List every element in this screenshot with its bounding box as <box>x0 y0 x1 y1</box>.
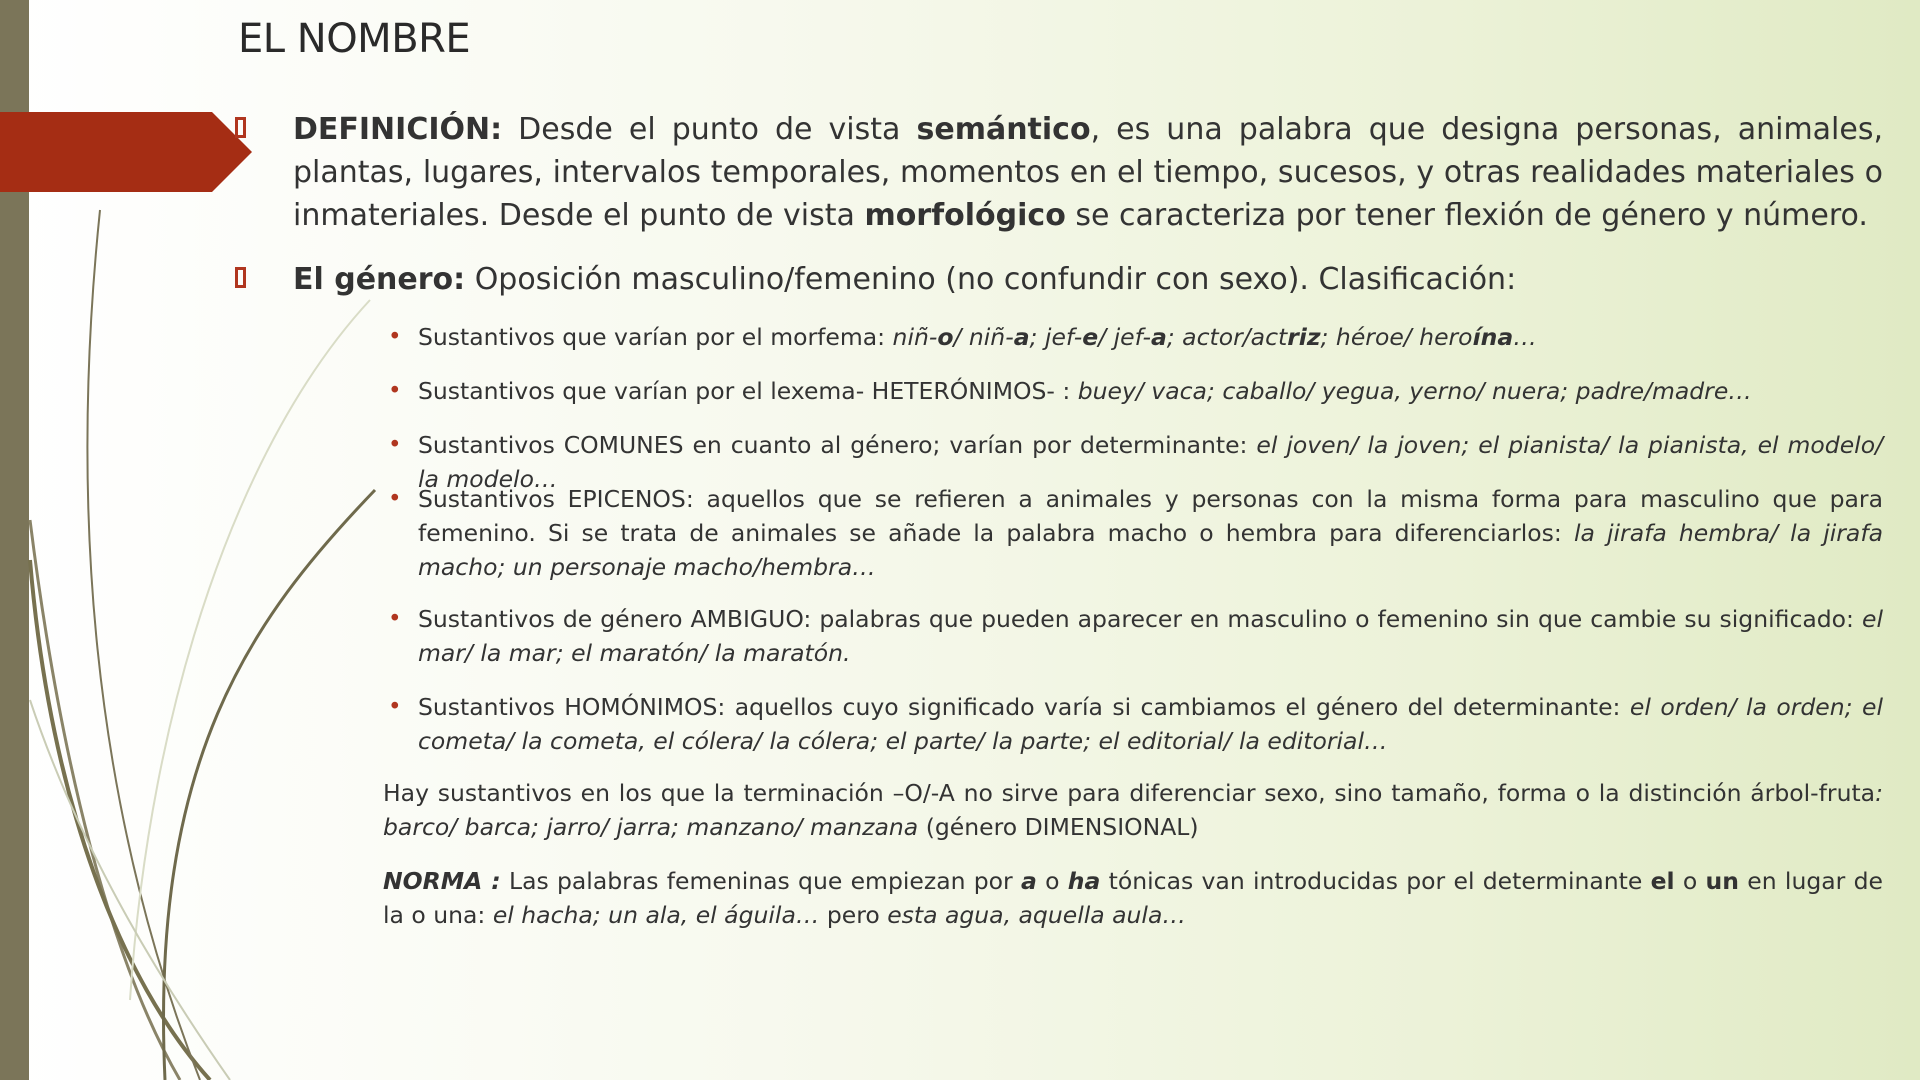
norma-label: NORMA : <box>383 867 501 895</box>
sub-item-epicenos <box>388 482 1883 584</box>
hollow-square-icon <box>235 267 246 288</box>
slide-title: EL NOMBRE <box>238 16 471 62</box>
sub-item-ambiguo <box>388 602 1883 670</box>
example-bold: e <box>1082 323 1099 351</box>
example-bold: a <box>1013 323 1030 351</box>
dot-icon: • <box>388 432 402 458</box>
genero-bullet <box>238 258 1883 301</box>
dot-icon: • <box>388 324 402 350</box>
sub-item-homonimos <box>388 690 1883 758</box>
example: niñ- <box>892 323 938 351</box>
sub-item-example: el joven/ la joven; el pianista/ la pianista, el modelo/ la modelo… <box>418 431 1883 493</box>
genero-label: El género: <box>293 262 466 297</box>
definicion-part: se caracteriza por tener flexión de género y número. <box>1065 198 1868 233</box>
sub-item-example: el orden/ la orden; el cometa/ la cometa, el cólera/ la cólera; el parte/ la parte; el editorial/ la editorial… <box>418 693 1883 755</box>
definicion-label: DEFINICIÓN: <box>293 112 503 147</box>
definicion-part: Desde el punto de vista <box>502 112 917 147</box>
sub-item-example: la jirafa hembra/ la jirafa macho; un personaje macho/hembra… <box>418 519 1883 581</box>
hollow-square-icon <box>235 117 246 138</box>
genero-desc: Oposición masculino/femenino (no confundir con sexo). Clasificación: <box>465 262 1517 297</box>
dot-icon: • <box>388 606 402 632</box>
definicion-bullet <box>238 108 1883 237</box>
norma-bold-el: el <box>1650 867 1675 895</box>
dimensional-example: : barco/ barca; jarro/ jarra; manzano/ manzana <box>383 779 1883 841</box>
dot-icon: • <box>388 378 402 404</box>
sub-item-text: Sustantivos que varían por el lexema- HETERÓNIMOS- : <box>418 377 1078 405</box>
norma-example: el hacha; un ala, el águila… <box>492 901 820 929</box>
example-bold: ína <box>1472 323 1514 351</box>
norma-text: o <box>1036 867 1068 895</box>
norma-text: en lugar de la o una: <box>383 867 1883 929</box>
sub-item-text: Sustantivos de género AMBIGUO: palabras que pueden aparecer en masculino o femenino sin que cambie su significado: <box>418 605 1862 633</box>
example: ; jef- <box>1029 323 1083 351</box>
norma-text: o <box>1674 867 1706 895</box>
sub-item-text: Sustantivos COMUNES en cuanto al género; varían por determinante: <box>418 431 1257 459</box>
definicion-text <box>293 108 1883 237</box>
norma-bold-un: un <box>1705 867 1740 895</box>
sub-item-morfema <box>388 320 1883 354</box>
example-bold: o <box>937 323 954 351</box>
example-bold: a <box>1150 323 1167 351</box>
sub-item-text: Sustantivos que varían por el morfema: <box>418 323 893 351</box>
dot-icon: • <box>388 486 402 512</box>
dimensional-paragraph <box>383 776 1883 844</box>
dot-icon: • <box>388 694 402 720</box>
norma-bold-ha: ha <box>1067 867 1101 895</box>
sub-item-example: el mar/ la mar; el maratón/ la maratón. <box>418 605 1883 667</box>
example: ; actor/act <box>1166 323 1288 351</box>
example-bold: riz <box>1287 323 1321 351</box>
sub-item-heteronimos <box>388 374 1883 408</box>
norma-text: pero <box>819 901 888 929</box>
example: ; héroe/ hero <box>1320 323 1473 351</box>
norma-text: tónicas van introducidas por el determinante <box>1100 867 1651 895</box>
sub-item-text: Sustantivos EPICENOS: aquellos que se refieren a animales y personas con la misma forma para masculino que para femenino. Si se trata de animales se añade la palabra macho o hembra para diferenciarlos: <box>418 485 1883 547</box>
norma-bold-a: a <box>1021 867 1037 895</box>
definicion-part: , es una palabra que designa personas, animales, plantas, lugares, intervalos temporales, momentos en el tiempo, sucesos, y otras realidades materiales o inmateriales. Desde el punto de vista <box>293 112 1884 233</box>
sub-item-example: buey/ vaca; caballo/ yegua, yerno/ nuera; padre/madre… <box>1077 377 1752 405</box>
dimensional-text: Hay sustantivos en los que la terminación –O/-A no sirve para diferenciar sexo, sino tamaño, forma o la distinción árbol-fruta <box>383 779 1876 807</box>
dimensional-tail: (género DIMENSIONAL) <box>918 813 1199 841</box>
example: / jef- <box>1098 323 1151 351</box>
norma-example: esta agua, aquella aula… <box>887 901 1186 929</box>
norma-paragraph <box>383 864 1883 932</box>
genero-text <box>293 258 1883 301</box>
example: / niñ- <box>953 323 1014 351</box>
example: … <box>1513 323 1537 351</box>
red-arrow-banner <box>0 112 252 192</box>
sub-item-text: Sustantivos HOMÓNIMOS: aquellos cuyo significado varía si cambiamos el género del determinante: <box>418 693 1630 721</box>
norma-text: Las palabras femeninas que empiezan por <box>500 867 1021 895</box>
definicion-bold-semantico: semántico <box>916 112 1091 147</box>
definicion-bold-morfologico: morfológico <box>864 198 1066 233</box>
